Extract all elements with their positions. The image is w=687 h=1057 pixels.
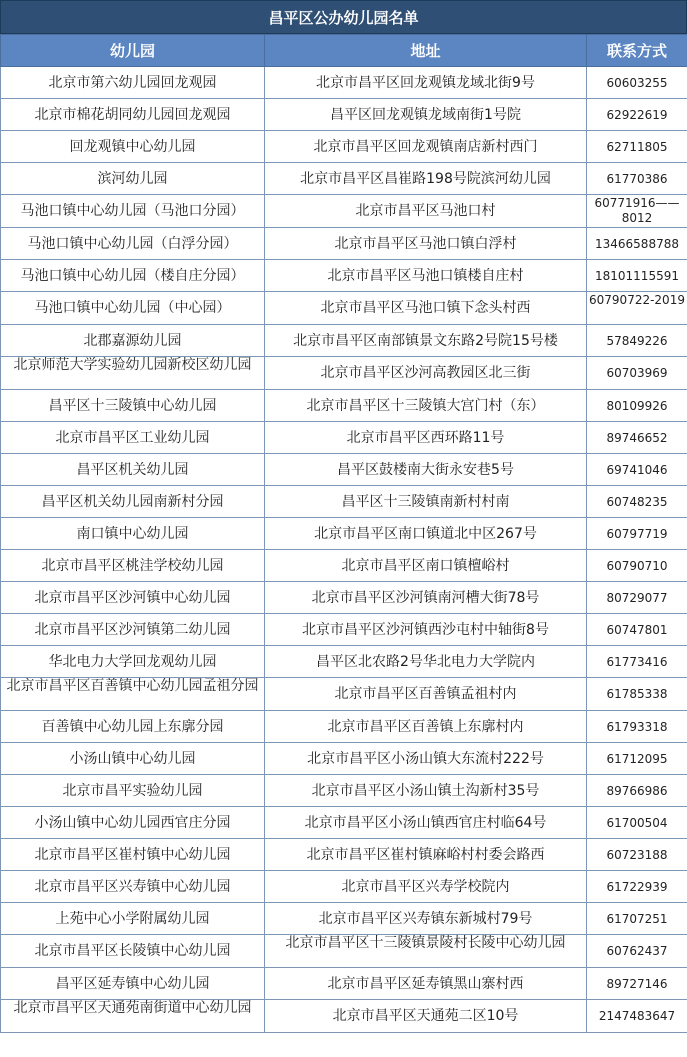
address-cell: 北京市昌平区百善镇孟祖村内 xyxy=(265,678,587,711)
kindergarten-name-cell: 北京市昌平区沙河镇第二幼儿园 xyxy=(1,614,265,646)
address-cell: 北京市昌平区小汤山镇大东流村222号 xyxy=(265,743,587,775)
address-cell: 北京市昌平区崔村镇麻峪村村委会路西 xyxy=(265,839,587,871)
kindergarten-name-cell: 马池口镇中心幼儿园（马池口分园） xyxy=(1,195,265,228)
address-cell: 昌平区回龙观镇龙域南街1号院 xyxy=(265,99,587,131)
table-row xyxy=(1,903,687,935)
phone-cell: 62922619 xyxy=(587,99,687,131)
phone-cell: 60797719 xyxy=(587,518,687,550)
kindergarten-name-cell: 昌平区机关幼儿园南新村分园 xyxy=(1,486,265,518)
table-row xyxy=(1,99,687,131)
table-row xyxy=(1,935,687,968)
address-cell: 北京市昌平区沙河高教园区北三街 xyxy=(265,357,587,390)
table-row xyxy=(1,968,687,1000)
table-row xyxy=(1,228,687,260)
address-cell: 北京市昌平区马池口镇楼自庄村 xyxy=(265,260,587,292)
header-row xyxy=(1,35,687,67)
phone-cell: 60762437 xyxy=(587,935,687,968)
table-row xyxy=(1,582,687,614)
header-address: 地址 xyxy=(265,35,587,67)
kindergarten-name-cell: 昌平区机关幼儿园 xyxy=(1,454,265,486)
kindergarten-name-cell: 北京市昌平区工业幼儿园 xyxy=(1,422,265,454)
table-row xyxy=(1,325,687,357)
table-row xyxy=(1,775,687,807)
phone-cell: 60603255 xyxy=(587,67,687,99)
address-cell: 北京市昌平区兴寿镇东新城村79号 xyxy=(265,903,587,935)
phone-cell: 13466588788 xyxy=(587,228,687,260)
phone-cell: 60723188 xyxy=(587,839,687,871)
phone-cell: 60703969 xyxy=(587,357,687,390)
phone-cell: 89727146 xyxy=(587,968,687,1000)
phone-cell: 61700504 xyxy=(587,807,687,839)
table-row xyxy=(1,518,687,550)
table-row xyxy=(1,807,687,839)
phone-cell: 60790722-2019 xyxy=(587,292,687,325)
kindergarten-name-cell: 回龙观镇中心幼儿园 xyxy=(1,131,265,163)
table-row xyxy=(1,454,687,486)
kindergarten-name-cell: 昌平区十三陵镇中心幼儿园 xyxy=(1,390,265,422)
address-cell: 北京市昌平区沙河镇西沙屯村中轴街8号 xyxy=(265,614,587,646)
phone-cell: 61793318 xyxy=(587,711,687,743)
phone-cell: 69741046 xyxy=(587,454,687,486)
address-cell: 昌平区北农路2号华北电力大学院内 xyxy=(265,646,587,678)
phone-cell: 89746652 xyxy=(587,422,687,454)
table-row xyxy=(1,839,687,871)
kindergarten-name-cell: 上苑中心小学附属幼儿园 xyxy=(1,903,265,935)
table-row xyxy=(1,260,687,292)
kindergarten-table xyxy=(0,34,687,1033)
header-kindergarten: 幼儿园 xyxy=(1,35,265,67)
address-cell: 北京市昌平区马池口镇下念头村西 xyxy=(265,292,587,325)
phone-cell: 61722939 xyxy=(587,871,687,903)
kindergarten-name-cell: 北京市昌平区沙河镇中心幼儿园 xyxy=(1,582,265,614)
table-row xyxy=(1,871,687,903)
kindergarten-name-cell: 马池口镇中心幼儿园（楼自庄分园） xyxy=(1,260,265,292)
phone-cell: 61785338 xyxy=(587,678,687,711)
kindergarten-name-cell: 北京市昌平区长陵镇中心幼儿园 xyxy=(1,935,265,968)
kindergarten-name-cell: 北京师范大学实验幼儿园新校区幼儿园 xyxy=(1,357,265,390)
address-cell: 北京市昌平区小汤山镇土沟新村35号 xyxy=(265,775,587,807)
table-row xyxy=(1,743,687,775)
address-cell: 北京市昌平区十三陵镇景陵村长陵中心幼儿园 xyxy=(265,935,587,968)
kindergarten-name-cell: 马池口镇中心幼儿园（中心园） xyxy=(1,292,265,325)
phone-cell: 80109926 xyxy=(587,390,687,422)
address-cell: 北京市昌平区马池口镇白浮村 xyxy=(265,228,587,260)
table-row xyxy=(1,292,687,325)
table-row xyxy=(1,550,687,582)
phone-cell: 61773416 xyxy=(587,646,687,678)
kindergarten-name-cell: 北郡嘉源幼儿园 xyxy=(1,325,265,357)
address-cell: 北京市昌平区回龙观镇龙域北街9号 xyxy=(265,67,587,99)
address-cell: 北京市昌平区回龙观镇南店新村西门 xyxy=(265,131,587,163)
table-row xyxy=(1,422,687,454)
address-cell: 北京市昌平区十三陵镇大宫门村（东） xyxy=(265,390,587,422)
table-row xyxy=(1,646,687,678)
table-row xyxy=(1,390,687,422)
address-cell: 北京市昌平区昌崔路198号院滨河幼儿园 xyxy=(265,163,587,195)
kindergarten-name-cell: 华北电力大学回龙观幼儿园 xyxy=(1,646,265,678)
table-body xyxy=(1,67,687,1033)
kindergarten-name-cell: 百善镇中心幼儿园上东廓分园 xyxy=(1,711,265,743)
table-row xyxy=(1,711,687,743)
phone-cell: 62711805 xyxy=(587,131,687,163)
address-cell: 昌平区鼓楼南大街永安巷5号 xyxy=(265,454,587,486)
kindergarten-name-cell: 北京市第六幼儿园回龙观园 xyxy=(1,67,265,99)
phone-cell: 57849226 xyxy=(587,325,687,357)
table-row xyxy=(1,678,687,711)
phone-cell: 89766986 xyxy=(587,775,687,807)
table-row xyxy=(1,195,687,228)
header-contact: 联系方式 xyxy=(587,35,687,67)
phone-cell: 61707251 xyxy=(587,903,687,935)
table-title: 昌平区公办幼儿园名单 xyxy=(0,0,687,34)
address-cell: 昌平区十三陵镇南新村村南 xyxy=(265,486,587,518)
kindergarten-name-cell: 滨河幼儿园 xyxy=(1,163,265,195)
phone-cell: 18101115591 xyxy=(587,260,687,292)
kindergarten-name-cell: 北京市棉花胡同幼儿园回龙观园 xyxy=(1,99,265,131)
table-row xyxy=(1,67,687,99)
phone-cell: 60790710 xyxy=(587,550,687,582)
kindergarten-name-cell: 北京市昌平区天通苑南街道中心幼儿园 xyxy=(1,1000,265,1033)
kindergarten-name-cell: 昌平区延寿镇中心幼儿园 xyxy=(1,968,265,1000)
address-cell: 北京市昌平区南口镇檀峪村 xyxy=(265,550,587,582)
phone-cell: 60748235 xyxy=(587,486,687,518)
kindergarten-name-cell: 北京市昌平区兴寿镇中心幼儿园 xyxy=(1,871,265,903)
kindergarten-name-cell: 北京市昌平区桃洼学校幼儿园 xyxy=(1,550,265,582)
kindergarten-name-cell: 小汤山镇中心幼儿园 xyxy=(1,743,265,775)
address-cell: 北京市昌平区西环路11号 xyxy=(265,422,587,454)
address-cell: 北京市昌平区百善镇上东廓村内 xyxy=(265,711,587,743)
kindergarten-name-cell: 南口镇中心幼儿园 xyxy=(1,518,265,550)
table-row xyxy=(1,486,687,518)
phone-cell: 61712095 xyxy=(587,743,687,775)
kindergarten-name-cell: 马池口镇中心幼儿园（白浮分园） xyxy=(1,228,265,260)
phone-cell: 2147483647 xyxy=(587,1000,687,1033)
table-row xyxy=(1,131,687,163)
table-row xyxy=(1,357,687,390)
address-cell: 北京市昌平区马池口村 xyxy=(265,195,587,228)
address-cell: 北京市昌平区沙河镇南河槽大街78号 xyxy=(265,582,587,614)
kindergarten-name-cell: 北京市昌平区百善镇中心幼儿园孟祖分园 xyxy=(1,678,265,711)
phone-cell: 60771916——8012 xyxy=(587,195,687,228)
phone-cell: 61770386 xyxy=(587,163,687,195)
table-row xyxy=(1,1000,687,1033)
address-cell: 北京市昌平区南部镇景文东路2号院15号楼 xyxy=(265,325,587,357)
address-cell: 北京市昌平区兴寿学校院内 xyxy=(265,871,587,903)
phone-cell: 80729077 xyxy=(587,582,687,614)
kindergarten-name-cell: 小汤山镇中心幼儿园西官庄分园 xyxy=(1,807,265,839)
address-cell: 北京市昌平区小汤山镇西官庄村临64号 xyxy=(265,807,587,839)
kindergarten-name-cell: 北京市昌平实验幼儿园 xyxy=(1,775,265,807)
address-cell: 北京市昌平区南口镇道北中区267号 xyxy=(265,518,587,550)
table-row xyxy=(1,163,687,195)
phone-cell: 60747801 xyxy=(587,614,687,646)
table-row xyxy=(1,614,687,646)
address-cell: 北京市昌平区天通苑二区10号 xyxy=(265,1000,587,1033)
kindergarten-name-cell: 北京市昌平区崔村镇中心幼儿园 xyxy=(1,839,265,871)
address-cell: 北京市昌平区延寿镇黑山寨村西 xyxy=(265,968,587,1000)
